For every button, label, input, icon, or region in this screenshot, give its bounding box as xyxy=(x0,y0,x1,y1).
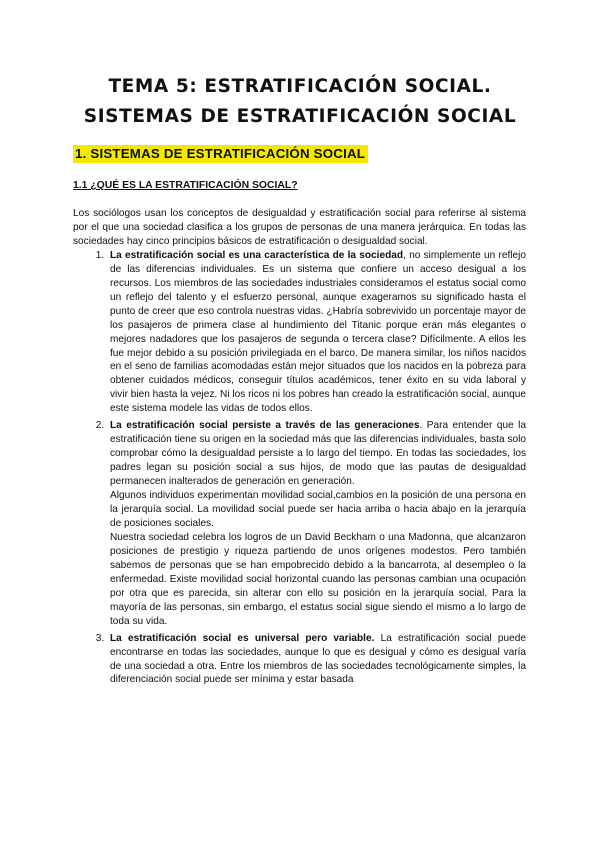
principle-text: . Para entender que la estratificación tiene su origen en la sociedad más que las diferencias individuales, basta solo comprobar cómo la desigualdad persiste a lo largo del tiempo. En todas las sociedades, los padres legan su posición social a sus hijos, de modo que las pautas de desigualdad permanecen inalterados de generación en generación. xyxy=(110,420,526,488)
principle-text: La estratificación social puede encontrarse en todas las sociedades, aunque lo que es desigual y cómo es desigual varía de una sociedad a otra. Entre los miembros de las sociedades tecnológicamente simples, la diferenciación social puede ser mínima y estar basada xyxy=(110,632,527,686)
section-heading: 1. SISTEMAS DE ESTRATIFICACIÓN SOCIAL xyxy=(73,145,368,163)
document-body xyxy=(73,207,526,690)
principle-title: La estratificación social persiste a través de las generaciones xyxy=(110,420,420,432)
document-title-line-1: TEMA 5: ESTRATIFICACIÓN SOCIAL. xyxy=(108,76,492,97)
intro-paragraph: Los sociólogos usan los conceptos de desigualdad y estratificación social para referirse al sistema por el que una sociedad clasifica a los grupos de personas de una manera jerárquica. En todas las sociedades hay cinco principios básicos de estratificación o desigualdad social. xyxy=(73,208,526,247)
principles-list xyxy=(73,249,526,688)
subsection-heading: 1.1 ¿QUÉ ES LA ESTRATIFICACIÓN SOCIAL? xyxy=(73,180,298,191)
principle-title: La estratificación social es universal pero variable. xyxy=(110,632,375,644)
list-item xyxy=(107,632,526,688)
list-item xyxy=(107,249,526,416)
document-title-line-2: SISTEMAS DE ESTRATIFICACIÓN SOCIAL xyxy=(83,106,517,127)
list-item xyxy=(107,419,526,628)
principle-text: , no simplemente un reflejo de las diferencias individuales. Es un sistema que confiere un acceso desigual a los recursos. Los miembros de las sociedades industriales consideramos el estatus social como un reflejo del talento y el esfuerzo personal, aunque exageramos su significado hasta el punto de creer que eso controla nuestras vidas. ¿Habría sobrevivido un porcentaje mayor de los pasajeros de primera clase al hundimiento del Titanic porque eran más elegantes o mejores nadadores que los pasajeros de segunda o tercera clase? Difícilmente. A ellos les fue mejor debido a su posición privilegiada en el barco. De manera similar, los niños nacidos en el seno de familias acomodadas están mejor situados que los nacidos en la pobreza para obtener cuidados médicos, conseguir títulos académicos, tener éxito en su vida laboral y vivir bien hasta la vejez. Ni los ricos ni los pobres han creado la estratificación social, aunque este sistema modele las vidas de todos ellos. xyxy=(110,249,526,415)
principle-paragraph: Nuestra sociedad celebra los logros de un David Beckham o una Madonna, que alcanzaron posiciones de prestigio y riqueza partiendo de unos orígenes modestos. Pero también sabemos de personas que se han empobrecido debido a la bancarrota, al desempleo o la enfermedad. Existe movilidad social horizontal cuando las personas cambian una ocupación por otra que es parecida, sin alterar con ello su posición en la jerarquía social. Para la mayoría de las personas, sin embargo, el estatus social sigue siendo el mismo a lo largo de toda su vida. xyxy=(110,531,526,627)
principle-paragraph: Algunos individuos experimentan movilidad social,cambios en la posición de una persona en la jerarquía social. La movilidad social puede ser hacia arriba o hacia abajo en la jerarquía de posiciones sociales. xyxy=(110,490,526,529)
principle-title: La estratificación social es una característica de la sociedad xyxy=(110,249,404,261)
